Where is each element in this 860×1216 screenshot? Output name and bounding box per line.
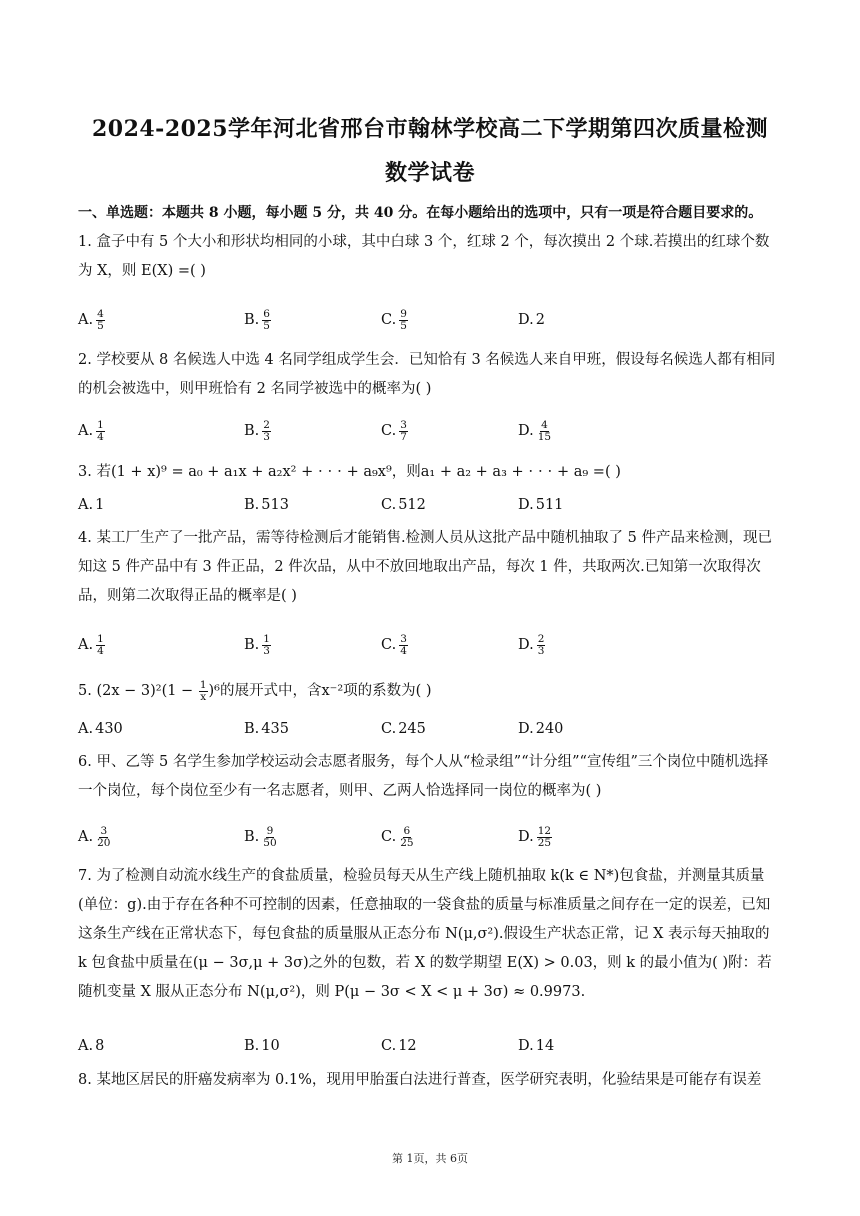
option-d [518, 1031, 554, 1061]
option-c [381, 714, 426, 744]
option-label: C. [381, 1038, 397, 1054]
option-a [78, 714, 123, 744]
option-d [518, 490, 563, 520]
page-footer: 第 1页，共 6页 [392, 1152, 468, 1165]
option-a [78, 416, 106, 446]
question-5-options [78, 714, 782, 744]
option-label: D. [518, 721, 534, 737]
option-a [78, 822, 112, 852]
option-b [244, 822, 279, 852]
option-d [518, 305, 545, 335]
option-label: C. [381, 829, 397, 845]
fraction: $\frac{3}{4}$ [400, 632, 407, 657]
option-value: 430 [95, 721, 123, 737]
question-4: 4. 某工厂生产了一批产品，需等待检测后才能销售.检测人员从这批产品中随机抽取了 5 件产品来检测，现已知这 5 件产品中有 3 件正品，2 件次品，从中不放回地取出产品，每次 1 件，共取两次.已知第一次取得次品，则第二次取得正品的概率是( ) [78, 530, 772, 604]
option-label: D. [518, 423, 534, 439]
exam-subtitle: 数学试卷 [384, 160, 475, 186]
option-value: 512 [398, 497, 426, 513]
option-value: 511 [535, 497, 564, 513]
option-label: B. [244, 423, 260, 439]
question-8: 8. 某地区居民的肝癌发病率为 0.1%，现用甲胎蛋白法进行普查，医学研究表明，化验结果是可能存有误差 [78, 1072, 762, 1088]
option-label: B. [244, 312, 260, 328]
fraction: $\frac{1}{4}$ [97, 418, 104, 443]
option-b [244, 1031, 280, 1061]
fraction: $\frac{6}{25}$ [400, 824, 414, 849]
option-label: C. [381, 721, 397, 737]
question-7-options [78, 1031, 782, 1061]
fraction: $\frac{1}{4}$ [97, 632, 104, 657]
option-a [78, 490, 104, 520]
question-6: 6. 甲、乙等 5 名学生参加学校运动会志愿者服务，每个人从“检录组”“计分组”“宣传组”三个岗位中随机选择一个岗位，每个岗位至少有一名志愿者，则甲、乙两人恰选择同一岗位的概率为( ) [78, 754, 769, 799]
option-label: C. [381, 497, 397, 513]
option-b [244, 305, 272, 335]
option-c [381, 490, 426, 520]
fraction: $\frac{2}{3}$ [263, 418, 270, 443]
option-value: 8 [95, 1038, 105, 1054]
option-label: C. [381, 637, 397, 653]
option-label: B. [244, 637, 260, 653]
option-label: A. [78, 829, 94, 845]
option-c [381, 1031, 417, 1061]
question-6-options [78, 822, 782, 852]
option-value: 1 [95, 497, 105, 513]
option-c [381, 630, 409, 660]
option-label: C. [381, 312, 397, 328]
option-c [381, 416, 409, 446]
option-label: A. [78, 721, 94, 737]
question-1-options [78, 305, 782, 335]
fraction: $\frac{9}{5}$ [400, 307, 407, 332]
option-label: B. [244, 829, 260, 845]
fraction: $\frac{12}{25}$ [537, 824, 552, 849]
question-2: 2. 学校要从 8 名候选人中选 4 名同学组成学生会．已知恰有 3 名候选人来自甲班，假设每名候选人都有相同的机会被选中，则甲班恰有 2 名同学被选中的概率为( ) [78, 352, 776, 397]
option-b [244, 416, 272, 446]
option-label: A. [78, 423, 94, 439]
question-3-options [78, 490, 782, 520]
fraction: $\frac{4}{5}$ [97, 307, 104, 332]
option-c [381, 305, 409, 335]
question-5: 5. (2x − 3)²(1 − $\frac{1}{x}$ )⁶的展开式中，含x⁻²项的系数为( ) [78, 678, 432, 703]
fraction: $\frac{4}{15}$ [537, 418, 552, 443]
fraction: $\frac{6}{5}$ [263, 307, 270, 332]
option-value: 245 [398, 721, 426, 737]
fraction: $\frac{3}{20}$ [97, 824, 111, 849]
option-value: 2 [535, 312, 545, 328]
option-label: B. [244, 1038, 260, 1054]
option-value: 10 [261, 1038, 280, 1054]
fraction: $\frac{1}{x}$ [199, 678, 207, 703]
option-b [244, 714, 289, 744]
option-d [518, 822, 553, 852]
question-7: 7. 为了检测自动流水线生产的食盐质量，检验员每天从生产线上随机抽取 k(k ∈ N*)包食盐，并测量其质量(单位：g).由于存在各种不可控制的因素，任意抽取的一袋食盐的质量与标准质量之间存在一定的误差，已知这条生产线在正常状态下，每包食盐的质量服从正态分布 N(μ,σ²).假设生产状态正常，记 X 表示每天抽取的 k 包食盐中质量在(μ − 3σ,μ + 3σ)之外的包数，若 X 的数学期望 E(X) > 0.03，则 k 的最小值为( )附：若随机变量 X 服从正态分布 N(μ,σ²)，则 P(μ − 3σ < X < μ + 3σ) ≈ 0.9973. [78, 868, 772, 1000]
question-1: 1. 盒子中有 5 个大小和形状均相同的小球，其中白球 3 个，红球 2 个，每次摸出 2 个球.若摸出的红球个数为 X，则 E(X) =( ) [78, 234, 770, 279]
option-value: 513 [261, 497, 289, 513]
option-c [381, 822, 416, 852]
section-heading: 一、单选题：本题共 8 小题，每小题 5 分，共 40 分。在每小题给出的选项中，只有一项是符合题目要求的。 [78, 205, 763, 221]
option-b [244, 490, 289, 520]
option-a [78, 1031, 104, 1061]
fraction: $\frac{3}{7}$ [400, 418, 407, 443]
question-2-options [78, 416, 782, 446]
option-value: 435 [261, 721, 289, 737]
option-d [518, 630, 546, 660]
option-d [518, 416, 553, 446]
option-label: D. [518, 497, 534, 513]
option-b [244, 630, 272, 660]
fraction: $\frac{1}{3}$ [263, 632, 270, 657]
option-label: B. [244, 497, 260, 513]
question-4-options [78, 630, 782, 660]
option-label: C. [381, 423, 397, 439]
fraction: $\frac{9}{50}$ [263, 824, 277, 849]
fraction: $\frac{2}{3}$ [537, 632, 545, 657]
option-label: D. [518, 1038, 534, 1054]
option-d [518, 714, 563, 744]
exam-title: 2024-2025学年河北省邢台市翰林学校高二下学期第四次质量检测 [91, 116, 769, 142]
option-value: 12 [398, 1038, 417, 1054]
option-label: D. [518, 637, 534, 653]
option-label: D. [518, 829, 534, 845]
option-label: D. [518, 312, 534, 328]
option-value: 240 [535, 721, 564, 737]
option-a [78, 305, 106, 335]
question-3: 3. 若(1 + x)⁹ = a₀ + a₁x + a₂x² + ⋅ ⋅ ⋅ + a₉x⁹，则a₁ + a₂ + a₃ + ⋅ ⋅ ⋅ + a₉ =( ) [78, 464, 621, 480]
option-value: 14 [535, 1038, 555, 1054]
option-a [78, 630, 106, 660]
option-label: B. [244, 721, 260, 737]
option-label: A. [78, 497, 94, 513]
option-label: A. [78, 1038, 94, 1054]
option-label: A. [78, 312, 94, 328]
option-label: A. [78, 637, 94, 653]
